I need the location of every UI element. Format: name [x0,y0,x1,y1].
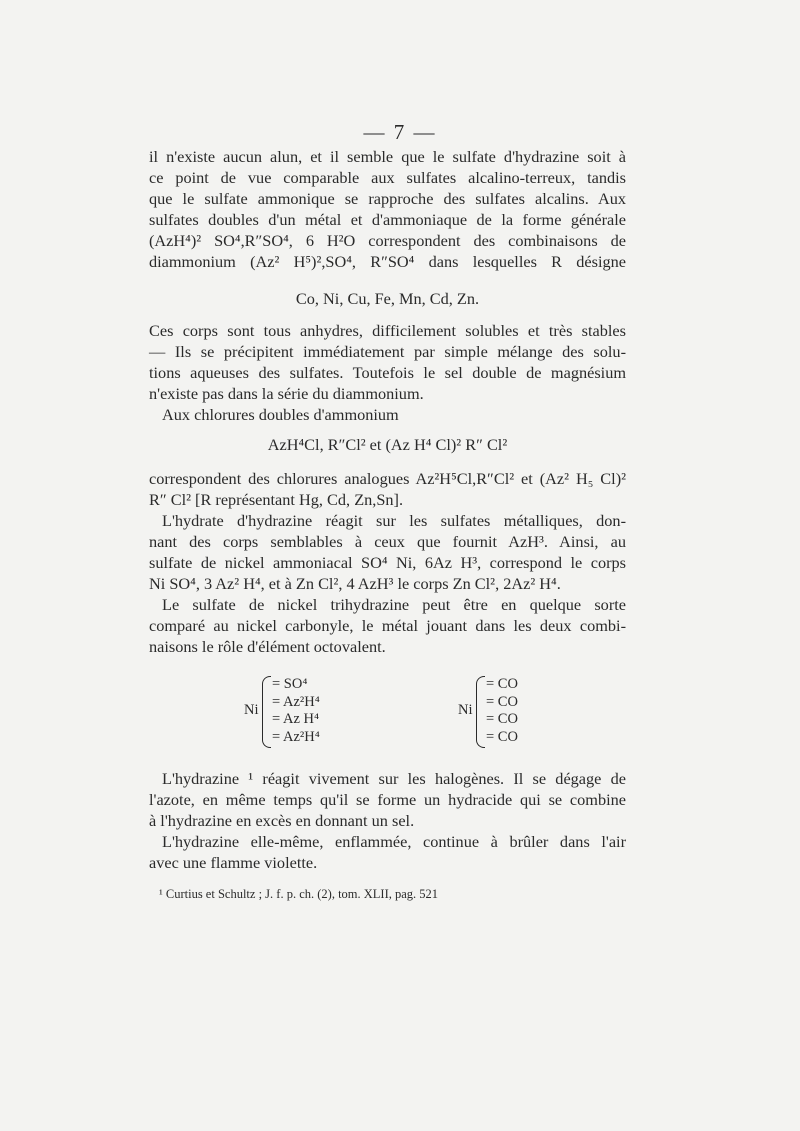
bond-item: = Az²H⁴ [272,728,320,745]
bond-item: = CO [486,728,518,745]
nickel-symbol: Ni [458,702,473,718]
text-line: L'hydrazine ¹ réagit vivement sur les halogènes. Il se dégage de [162,769,626,788]
text-line: (AzH⁴)² SO⁴,R″SO⁴, 6 H²O correspondent des combinaisons de [149,231,626,250]
text-line: correspondent des chlorures analogues Az²H⁵Cl,R″Cl² et (Az² H₅ Cl)² [149,469,626,488]
bond-item: = Az²H⁴ [272,693,320,710]
chloride-formula [149,434,626,455]
bond-item: = CO [486,676,518,692]
text-line: L'hydrate d'hydrazine réagit sur les sulfates métalliques, don- [162,511,626,530]
text-line: sulfate de nickel ammoniacal SO⁴ Ni, 6Az H³, correspond le corps [149,553,626,572]
text-line: Ni SO⁴, 3 Az² H⁴, et à Zn Cl², 4 AzH³ le corps Zn Cl², 2Az² H⁴. [149,574,561,593]
paragraph-chlorides [149,468,626,657]
text-line: avec une flamme violette. [149,853,318,872]
text-line: ce point de vue comparable aux sulfates alcalino-terreux, tandis [149,168,626,187]
paragraph-halogens [149,768,626,873]
chloride-formula-text: AzH⁴Cl, R″Cl² et (Az H⁴ Cl)² R″ Cl² [267,435,508,454]
structural-formulas [149,676,626,752]
metals-formula [149,288,626,309]
text-line: diammonium (Az² H⁵)²,SO⁴, R″SO⁴ dans lesquelles R désigne [149,252,626,271]
brace-icon [262,676,271,748]
formula-bonds [272,676,320,746]
text-line: R″ Cl² [R représentant Hg, Cd, Zn,Sn]. [149,490,404,509]
formula-bonds [486,676,518,746]
text-line: Ces corps sont tous anhydres, difficilement solubles et très stables [149,321,626,340]
text-line: que le sulfate ammonique se rapproche des sulfates alcalins. Aux [149,189,626,208]
text-line: sulfates doubles d'un métal et d'ammoniaque de la forme générale [149,210,626,229]
text-line: Le sulfate de nickel trihydrazine peut être en quelque sorte [162,595,626,614]
nickel-carbonyl-formula [458,676,578,752]
text-line: tions aqueuses des sulfates. Toutefois le sel double de magnésium [149,363,626,382]
text-line: nant des corps semblables à ceux que fournit AzH³. Ainsi, au [149,532,626,551]
nickel-trihydrazine-formula [244,676,374,752]
bond-item: = Az H⁴ [272,711,320,727]
page-number: — 7 — [363,120,437,144]
paragraph-sulfates [149,146,626,272]
text-line: naisons le rôle d'élément octovalent. [149,637,386,656]
paragraph-anhydrous [149,320,626,425]
bond-item: = CO [486,693,518,710]
bond-item: = SO⁴ [272,676,308,692]
footnote: ¹ Curtius et Schultz ; J. f. p. ch. (2), tom. XLII, pag. 521 [159,887,439,901]
bond-item: = CO [486,711,518,727]
text-line: il n'existe aucun alun, et il semble que le sulfate d'hydrazine soit à [149,147,626,166]
text-line: L'hydrazine elle-même, enflammée, continue à brûler dans l'air [162,832,626,851]
text-line: — Ils se précipitent immédiatement par simple mélange des solu- [149,342,626,361]
nickel-symbol: Ni [244,702,259,718]
metals-list: Co, Ni, Cu, Fe, Mn, Cd, Zn. [295,289,480,308]
text-line: n'existe pas dans la série du diammonium. [149,384,424,403]
text-line: Aux chlorures doubles d'ammonium [162,405,399,424]
text-line: comparé au nickel carbonyle, le métal jouant dans les deux combi- [149,616,626,635]
brace-icon [476,676,485,748]
text-line: l'azote, en même temps qu'il se forme un hydracide qui se combine [149,790,626,809]
text-line: à l'hydrazine en excès en donnant un sel. [149,811,415,830]
